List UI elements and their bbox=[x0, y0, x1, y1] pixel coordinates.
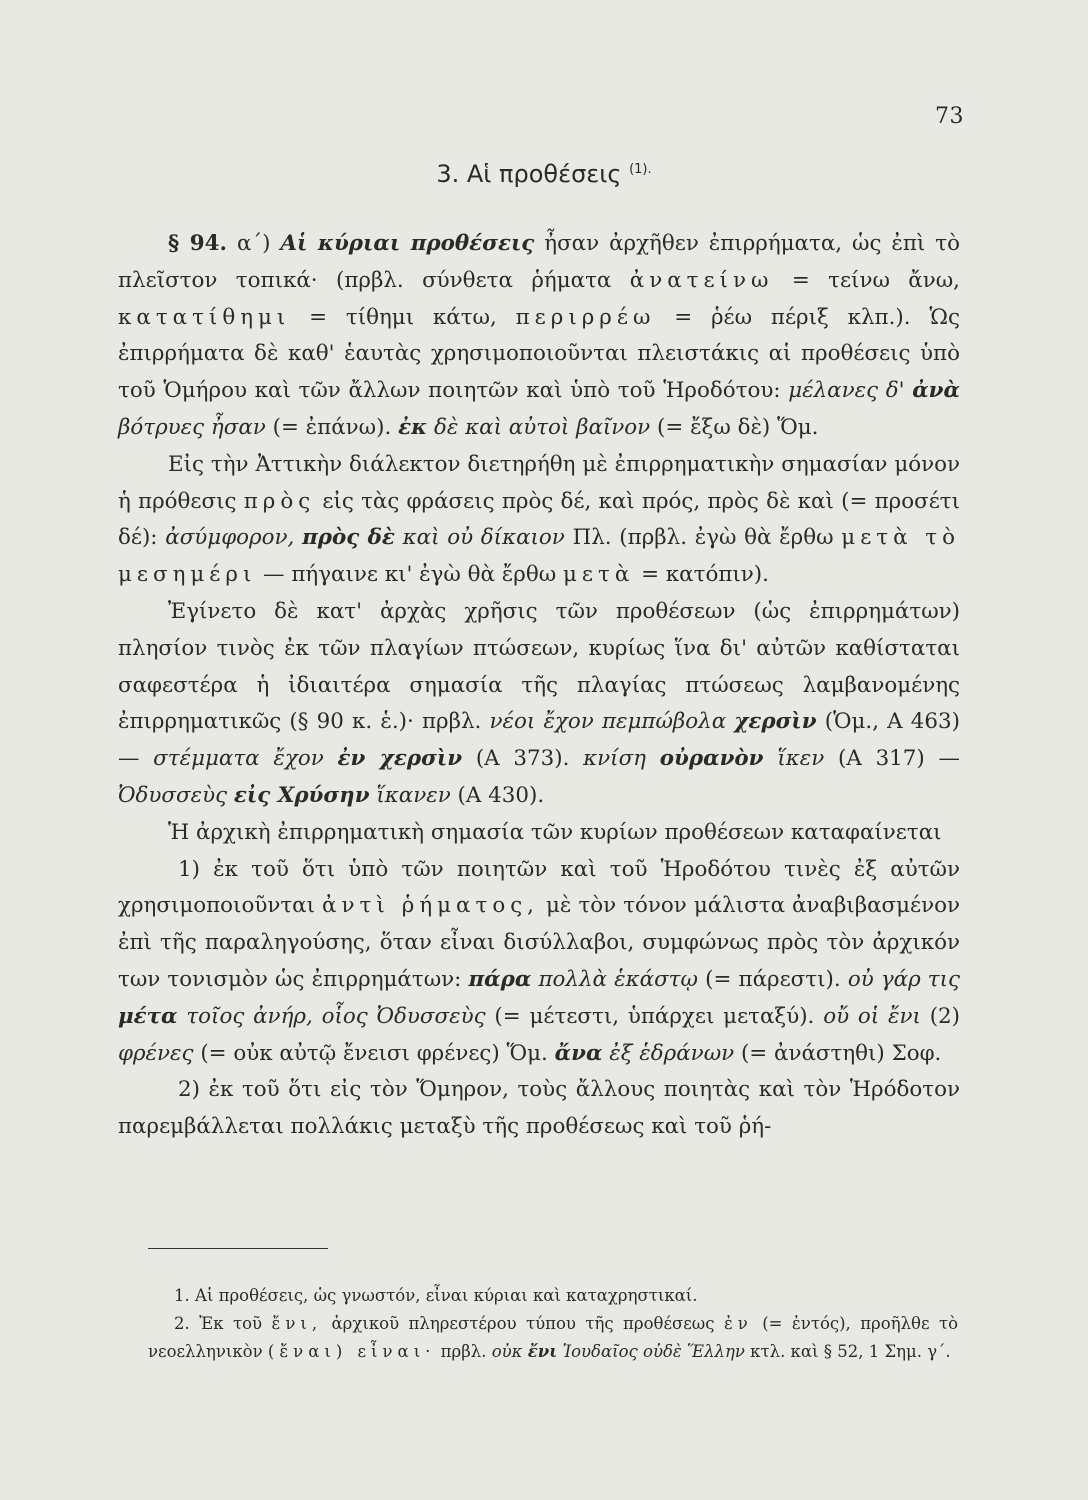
list-item-2 bbox=[118, 1072, 960, 1146]
text: Ἡ ἀρχικὴ ἐπιρρηματικὴ σημασία τῶν κυρίων προθέσεων καταφαίνεται bbox=[168, 819, 942, 845]
bold-quote: μέτα bbox=[118, 1003, 178, 1029]
body-text bbox=[118, 226, 960, 1146]
bold-quote: ἐκ bbox=[398, 414, 428, 440]
quote: βότρυες ἦσαν bbox=[118, 414, 266, 440]
text: (= ἀνάστηθι) Σοφ. bbox=[740, 1040, 942, 1066]
spaced-word: (ἔναι) εἶναι· bbox=[267, 1342, 436, 1361]
text: ἦσαν ἀρχῆθεν ἐπιρρήματα, ὡς ἐπὶ τὸ πλεῖστον τοπικά· (πρβλ. σύνθετα ῥήματα bbox=[118, 231, 960, 293]
quote: οὐ γάρ τις bbox=[847, 966, 960, 992]
text: πρβλ. bbox=[440, 1342, 487, 1361]
bold-quote: πάρα bbox=[468, 966, 532, 992]
bold-quote: εἰς Χρύσην bbox=[233, 782, 370, 808]
text: (Α 317) — bbox=[838, 746, 960, 772]
text: (Α 430). bbox=[457, 782, 545, 808]
text: (= ἐντός), προῆλθε τὸ νεοελληνικὸν bbox=[148, 1314, 959, 1361]
quote: νέοι ἔχον πεμπώβολα bbox=[489, 709, 727, 735]
quote: Ἰουδαῖος οὐδὲ Ἕλλην bbox=[562, 1342, 745, 1361]
paragraph-intro bbox=[118, 815, 960, 852]
text: (= μέτεστι, ὑπάρχει μεταξύ). bbox=[494, 1003, 815, 1029]
spaced-word: ἀντὶ ῥήματος, bbox=[322, 893, 539, 919]
spaced-word: μετὰ τὸ μεσημέρι bbox=[118, 525, 960, 588]
text: Ἐγίνετο δὲ κατ' ἀρχὰς χρῆσις τῶν προθέσεων (ὡς ἐπιρρημάτων) πλησίον τινὸς ἐκ τῶν πλαγίων πτώσεων, κυρίως ἵνα δι' αὐτῶν καθίσταται σαφεστέρα ἡ ἰδιαιτέρα σημασία τῆς πλαγίας πτώσεως λαμβανομένης ἐπιρρηματικῶς (§ 90 κ. ἑ.)· πρβλ. bbox=[118, 598, 960, 735]
spaced-word: πρὸς bbox=[243, 488, 316, 514]
text: 2) ἐκ τοῦ ὅτι εἰς τὸν Ὅμηρον, τοὺς ἄλλους ποιητὰς καὶ τὸν Ἡρόδοτον παρεμβάλλεται πολλάκις μεταξὺ τῆς προθέσεως καὶ τοῦ ῥή- bbox=[118, 1077, 960, 1140]
spaced-example: περιρρέω bbox=[515, 304, 656, 330]
quote: ἐξ ἑδράνων bbox=[609, 1040, 735, 1066]
page-number: 73 bbox=[935, 104, 964, 129]
quote: ἀσύμφορον, bbox=[165, 525, 295, 551]
bold-quote: πρὸς δὲ bbox=[302, 525, 395, 551]
quote: στέμματα ἔχον bbox=[153, 746, 324, 772]
text: Εἰς τὴν Ἀττικὴν διάλεκτον διετηρήθη μὲ ἐπιρρηματικὴν σημασίαν μόνον ἡ πρόθεσις bbox=[118, 451, 960, 514]
bold-quote: χερσὶν bbox=[734, 709, 817, 735]
spaced-example: ἀνατείνω bbox=[629, 267, 774, 293]
section-heading bbox=[0, 160, 1088, 188]
text: 1) ἐκ τοῦ ὅτι ὑπὸ τῶν ποιητῶν καὶ τοῦ Ἡροδότου τινὲς ἐξ αὐτῶν χρησιμοποιοῦνται bbox=[118, 856, 960, 919]
quote: καὶ οὐ δίκαιον bbox=[402, 525, 565, 551]
footnote-2 bbox=[148, 1310, 958, 1366]
spaced-word: ἔνι, bbox=[271, 1314, 323, 1333]
text: (= οὐκ αὐτῷ ἔνεισι φρένες) Ὅμ. bbox=[200, 1040, 548, 1066]
text: (= ἔξω δὲ) Ὅμ. bbox=[657, 414, 819, 440]
text: = κατόπιν). bbox=[641, 562, 769, 588]
quote: πολλὰ ἑκάστῳ bbox=[538, 966, 698, 992]
footnote-divider bbox=[148, 1248, 328, 1249]
text: 2. Ἐκ τοῦ bbox=[174, 1314, 263, 1333]
text: (= πάρεστι). bbox=[705, 966, 841, 992]
spaced-word: μετὰ bbox=[563, 562, 635, 588]
quote: δὲ καὶ αὐτοὶ βαῖνον bbox=[433, 414, 651, 440]
text: κτλ. καὶ § 52, 1 Σημ. γ΄. bbox=[750, 1342, 951, 1361]
quote: οὐκ bbox=[491, 1342, 523, 1361]
text: 1. Αἱ προθέσεις, ὡς γνωστόν, εἶναι κύριαι καὶ καταχρηστικαί. bbox=[174, 1286, 698, 1305]
paragraph-attic bbox=[118, 447, 960, 594]
paragraph-section-94 bbox=[118, 226, 960, 447]
key-term: Αἱ κύριαι προθέσεις bbox=[280, 231, 535, 256]
bold-quote: ἄνα bbox=[554, 1040, 603, 1066]
quote: ἵκεν bbox=[777, 746, 825, 772]
section-number: § 94. bbox=[168, 231, 227, 256]
list-item-1 bbox=[118, 852, 960, 1073]
text: — πήγαινε κι' ἐγὼ θὰ ἔρθω bbox=[263, 562, 557, 588]
footnote-1 bbox=[148, 1282, 958, 1310]
bold-quote: ἐν χερσὶν bbox=[337, 746, 463, 772]
bold-quote: ἀνὰ bbox=[912, 378, 960, 404]
text: (Α 373). bbox=[475, 746, 570, 772]
text: εἰς τὰς φράσεις πρὸς δέ, καὶ πρός, πρὸς δὲ καὶ (= προσέτι δέ): bbox=[118, 488, 960, 551]
quote: Ὀδυσσεὺς bbox=[118, 782, 228, 808]
footnote-ref: (2) bbox=[929, 1003, 960, 1029]
spaced-example: κατατίθημι bbox=[118, 304, 291, 330]
heading-text: 3. Αἱ προθέσεις bbox=[436, 160, 622, 188]
quote: τοῖος ἀνήρ, οἷος Ὀδυσσεὺς bbox=[186, 1003, 486, 1029]
bold-quote: οὐρανὸν bbox=[659, 746, 764, 772]
quote: μέλανες δ' bbox=[788, 378, 905, 404]
text: = τίθημι κάτω, bbox=[309, 304, 497, 330]
text: (= ἐπάνω). bbox=[272, 414, 392, 440]
quote: ἵκανεν bbox=[376, 782, 451, 808]
text: ἀρχικοῦ πληρεστέρου τύπου τῆς προθέσεως bbox=[331, 1314, 715, 1333]
footnotes bbox=[148, 1282, 958, 1366]
text: = ῥέω πέριξ κλπ.). Ὡς ἐπιρρήματα δὲ καθ' ἑαυτὰς χρησιμοποιοῦνται πλειστάκις αἱ προθέσεις ὑπὸ τοῦ Ὁμήρου καὶ τῶν ἄλλων ποιητῶν καὶ ὑπὸ τοῦ Ἡροδότου: bbox=[118, 304, 960, 404]
quote: κνίση bbox=[583, 746, 646, 772]
text: Πλ. (πρβλ. ἐγὼ θὰ ἔρθω bbox=[572, 525, 834, 551]
quote: φρένες bbox=[118, 1040, 194, 1066]
paragraph-usage bbox=[118, 594, 960, 815]
quote: οὔ οἱ ἔνι bbox=[823, 1003, 921, 1029]
spaced-word: ἐν bbox=[723, 1314, 753, 1333]
heading-footnote-marker: (1). bbox=[629, 162, 652, 177]
item-label: α΄) bbox=[236, 231, 271, 256]
bold-quote: ἔνι bbox=[527, 1342, 558, 1361]
text: μὲ τὸν τόνον μάλιστα ἀναβιβασμένον ἐπὶ τῆς παραληγούσης, ὅταν εἶναι δισύλλαβοι, συμφώνως πρὸς τὸν ἀρχικόν των τονισμὸν ὡς ἐπιρρημάτων: bbox=[118, 893, 960, 992]
text: = τείνω ἄνω, bbox=[791, 267, 960, 293]
text: (Ὁμ., Α 463) — bbox=[118, 709, 960, 772]
